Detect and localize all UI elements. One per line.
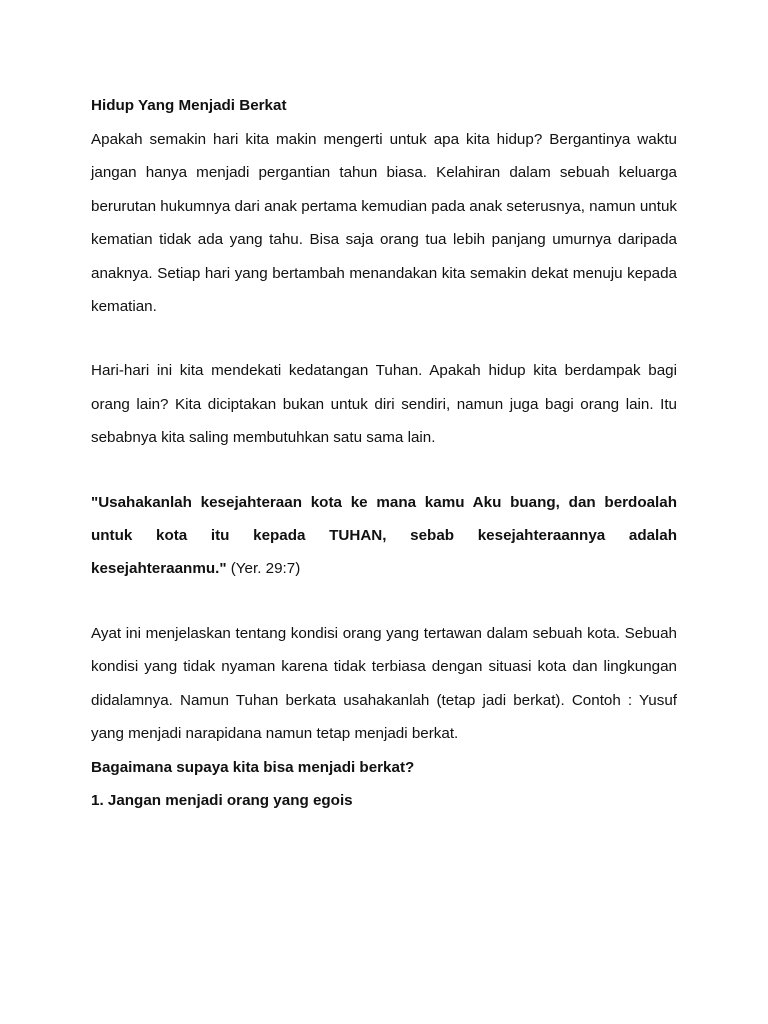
quote-reference: (Yer. 29:7): [226, 560, 301, 578]
paragraph-explanation: Ayat ini menjelaskan tentang kondisi orang yang tertawan dalam sebuah kota. Sebuah kondisi yang tidak nyaman karena tidak terbiasa dengan situasi kota dan lingkungan didalamnya. Namun Tuhan berkata usahakanlah (tetap jadi berkat). Contoh : Yusuf yang menjadi narapidana namun tetap menjadi berkat.: [91, 624, 677, 743]
question-heading: Bagaimana supaya kita bisa menjadi berkat?: [91, 758, 415, 776]
bible-quote: [91, 486, 677, 586]
quote-text: "Usahakanlah kesejahteraan kota ke mana kamu Aku buang, dan berdoalah untuk kota itu kepada TUHAN, sebab kesejahteraannya adalah kesejahteraanmu.": [91, 493, 677, 578]
document-title: Hidup Yang Menjadi Berkat: [91, 97, 287, 114]
point-1-heading: 1. Jangan menjadi orang yang egois: [91, 791, 353, 809]
document-page: [91, 93, 677, 817]
paragraph-intro: Apakah semakin hari kita makin mengerti untuk apa kita hidup? Bergantinya waktu jangan hanya menjadi pergantian tahun biasa. Kelahiran dalam sebuah keluarga berurutan hukumnya dari anak pertama kemudian pada anak seterusnya, namun untuk kematian tidak ada yang tahu. Bisa saja orang tua lebih panjang umurnya daripada anaknya. Setiap hari yang bertambah menandakan kita semakin dekat menuju kepada kematian.: [91, 131, 677, 316]
paragraph-coming-of-lord: Hari-hari ini kita mendekati kedatangan Tuhan. Apakah hidup kita berdampak bagi orang lain? Kita diciptakan bukan untuk diri sendiri, namun juga bagi orang lain. Itu sebabnya kita saling membutuhkan satu sama lain.: [91, 362, 677, 447]
